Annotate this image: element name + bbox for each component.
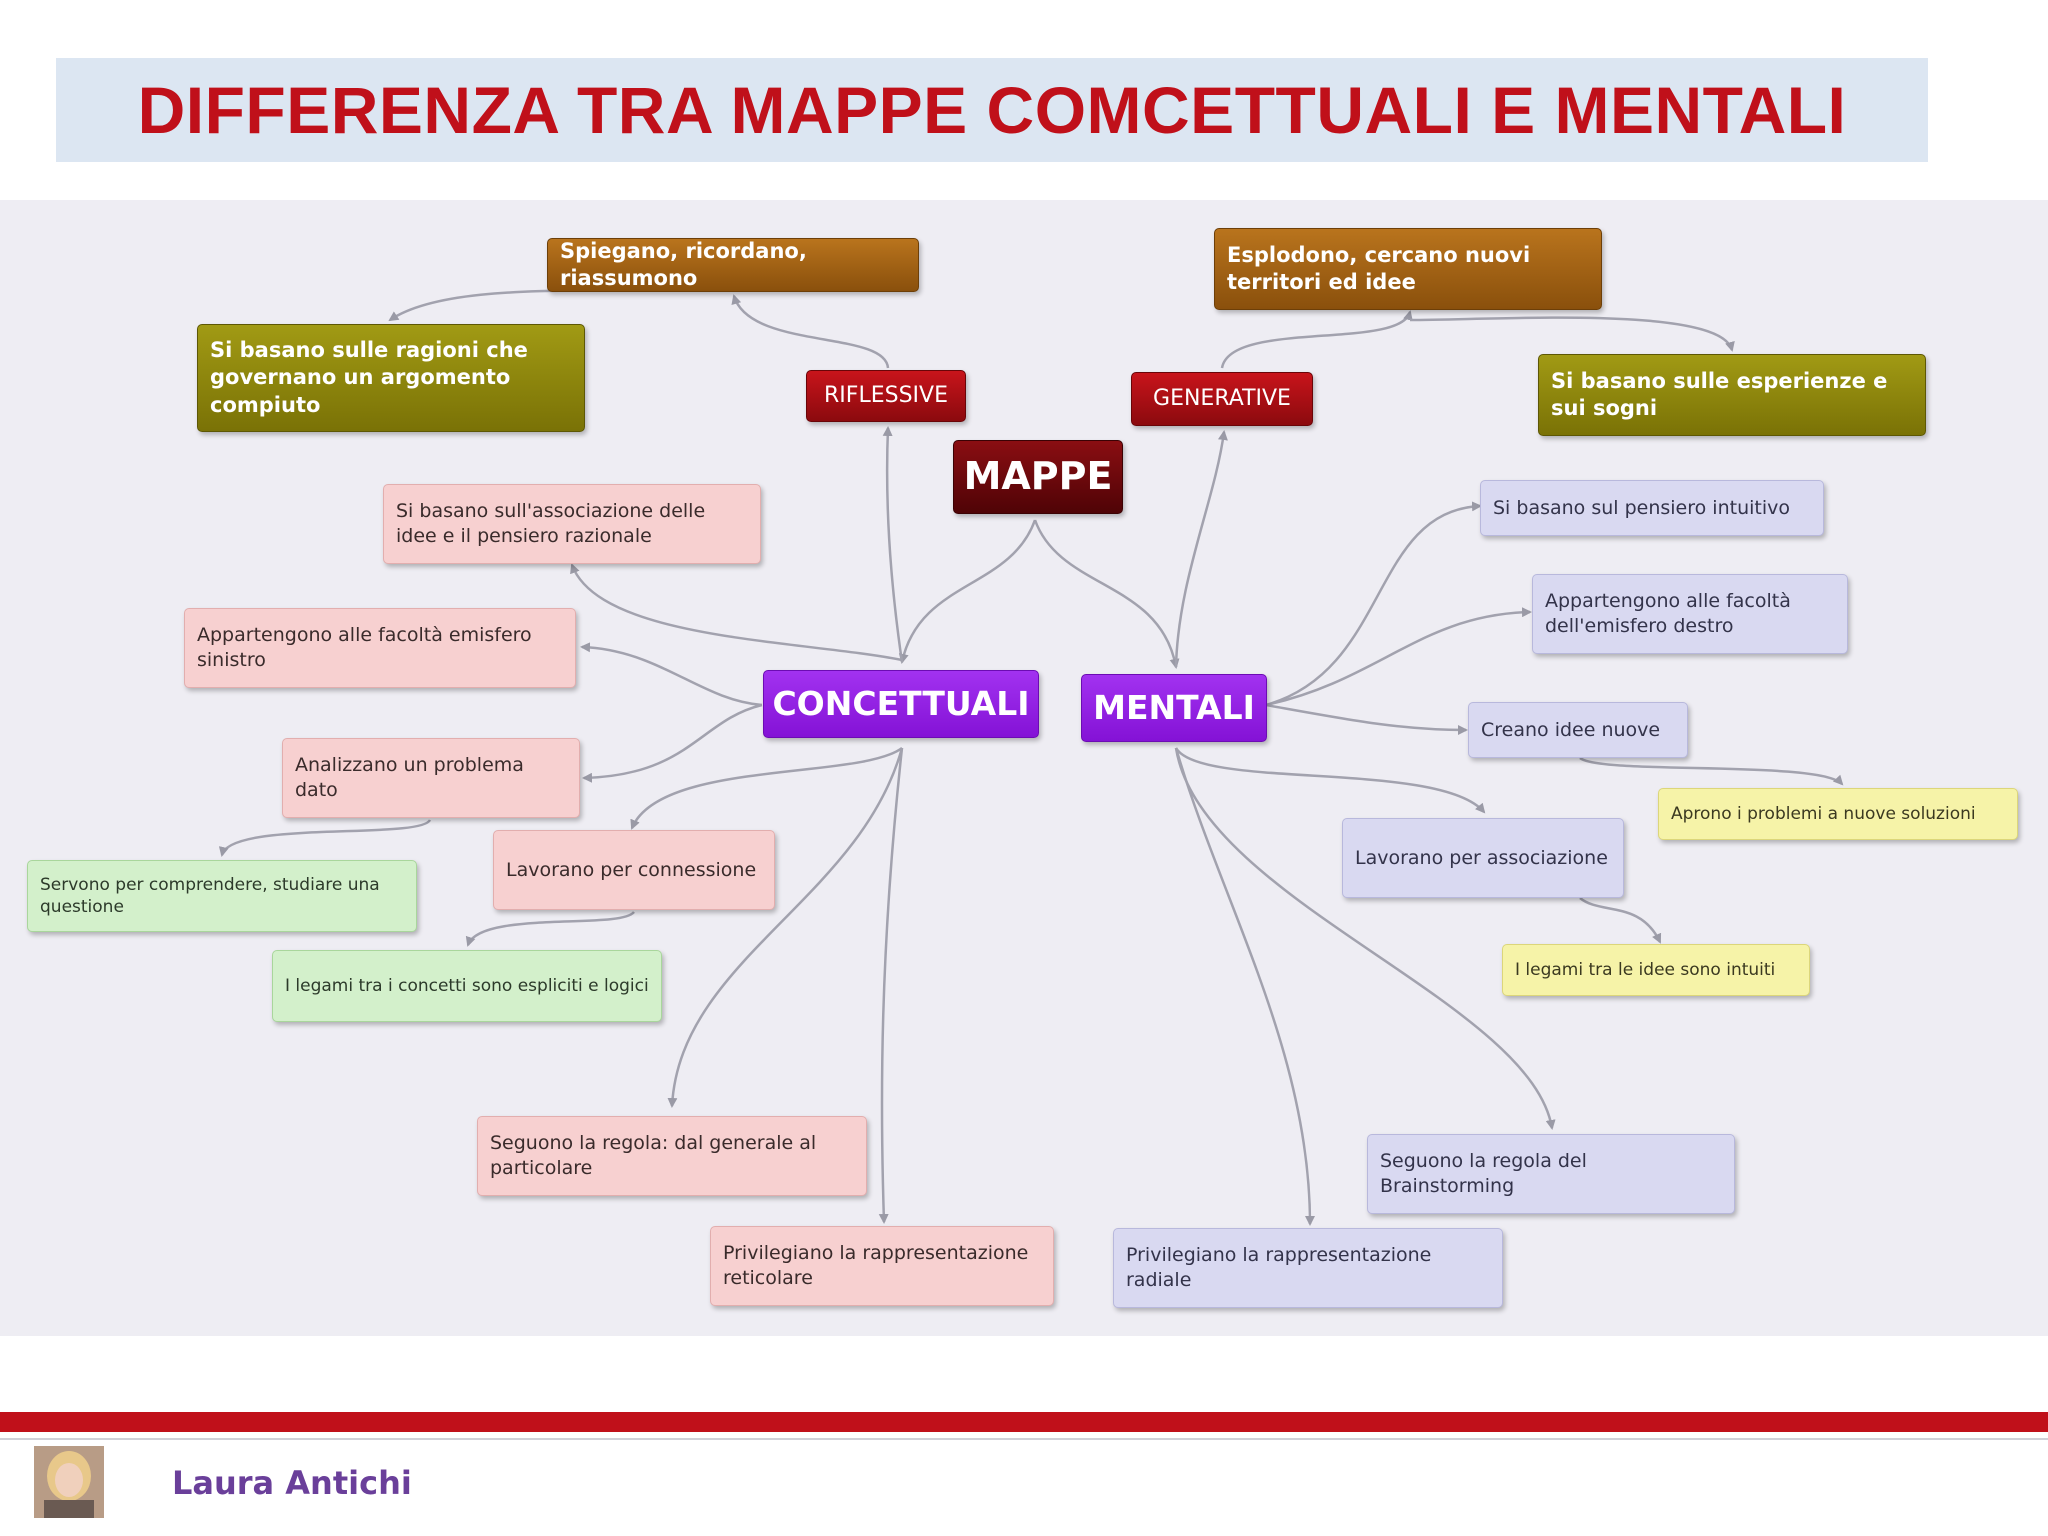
link-concettuali-reticolare [882,748,902,1222]
page-title: DIFFERENZA TRA MAPPE COMCETTUALI E MENTALI [137,73,1847,147]
author-avatar [34,1446,104,1518]
node-analizzano: Analizzano un problema dato [282,738,580,818]
node-associazione-idee: Si basano sull'associazione delle idee e il pensiero razionale [383,484,761,564]
link-concettuali-connessione [632,748,902,828]
node-servono: Servono per comprendere, studiare una questione [27,860,417,932]
node-radiale: Privilegiano la rappresentazione radiale [1113,1228,1503,1308]
node-reticolare: Privilegiano la rappresentazione reticolare [710,1226,1054,1306]
node-regola-generale: Seguono la regola: dal generale al particolare [477,1116,867,1196]
node-concettuali: CONCETTUALI [763,670,1039,738]
link-mentali-creano [1266,705,1466,730]
link-mentali-pensiero [1266,506,1480,705]
link-esplodono-esperienze [1410,318,1732,350]
node-legami-espliciti: I legami tra i concetti sono espliciti e logici [272,950,662,1022]
link-concettuali-associazione-idee [572,565,902,660]
link-concettuali-analizzano [584,705,762,778]
avatar-portrait-icon [34,1446,104,1518]
link-generative-esplodono [1222,312,1410,368]
link-mentali-brainstorming [1176,748,1552,1128]
link-analizzano-servono [222,820,430,855]
link-creano-aprono [1580,758,1842,784]
node-generative: GENERATIVE [1131,372,1313,426]
node-pensiero-intuitivo: Si basano sul pensiero intuitivo [1480,480,1824,536]
link-mentali-generative [1176,432,1224,667]
node-connessione: Lavorano per connessione [493,830,775,910]
link-concettuali-regola [672,748,902,1106]
link-mappe-mentali [1035,520,1176,667]
node-spiegano: Spiegano, ricordano, riassumono [547,238,919,292]
link-connessione-legami [468,912,634,945]
author-name: Laura Antichi [172,1464,412,1502]
link-associazione-legami [1580,898,1660,942]
node-emisfero-destro: Appartengono alle facoltà dell'emisfero destro [1532,574,1848,654]
link-mentali-radiale [1176,748,1310,1224]
link-mentali-emisfero-destro [1266,612,1530,705]
footer-red-bar [0,1412,2048,1432]
node-emisfero-sinistro: Appartengono alle facoltà emisfero sinistro [184,608,576,688]
link-mentali-associazione [1176,748,1484,812]
title-bar [56,58,1928,162]
node-riflessive: RIFLESSIVE [806,370,966,422]
node-mentali: MENTALI [1081,674,1267,742]
link-concettuali-emisfero-sinistro [582,647,762,705]
link-concettuali-riflessive [887,428,902,662]
concept-map [0,200,2048,1336]
node-creano: Creano idee nuove [1468,702,1688,758]
node-esplodono: Esplodono, cercano nuovi territori ed idee [1214,228,1602,310]
link-mappe-concettuali [902,520,1035,662]
node-mappe: MAPPE [953,440,1123,514]
link-riflessive-spiegano [734,296,888,368]
node-brainstorming: Seguono la regola del Brainstorming [1367,1134,1735,1214]
node-esperienze: Si basano sulle esperienze e sui sogni [1538,354,1926,436]
footer-divider [0,1438,2048,1440]
node-aprono: Aprono i problemi a nuove soluzioni [1658,788,2018,840]
node-ragioni: Si basano sulle ragioni che governano un argomento compiuto [197,324,585,432]
node-associazione: Lavorano per associazione [1342,818,1624,898]
node-legami-intuiti: I legami tra le idee sono intuiti [1502,944,1810,996]
